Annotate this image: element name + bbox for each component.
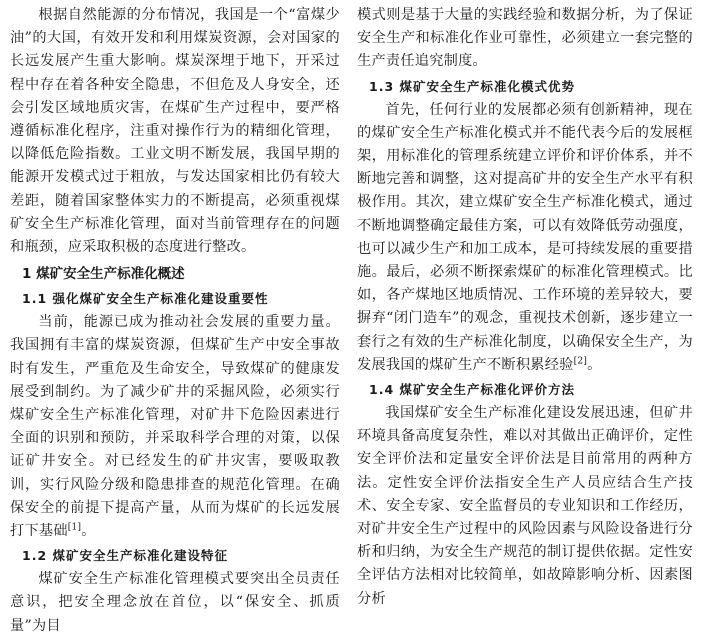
section-1-3-text: 首先，任何行业的发展都必须有创新精神，现在的煤矿安全生产标准化模式并不能代表今后的发展框架，用标准化的管理系统建立评价和评价体系，并不断地完善和调整，这对提高矿井的安全生产水平有积极作用。其次，建立煤矿安全生产标准化模式，通过不断地调整确定最佳方案，可以有效降低劳动强度，也可以减少生产和加工成本，是可持续发展的重要措施。最后，必须不断探索煤矿的标准化管理模式。比如，各产煤地区地质情况、工作环境的差异较大，要摒弃“闭门造车”的观念，重视技术创新，逐步建立一套行之有效的生产标准化制度，以确保安全生产，为发展我国的煤矿生产不断积累经验 (357, 101, 693, 373)
section-1-4-paragraph: 我国煤矿安全生产标准化建设发展迅速，但矿井环境具备高度复杂性，难以对其做出正确评价，定性安全评价法和定量安全评价法是目前常用的两种方法。定性安全评价法指安全生产人员应结合生产技术、安全专家、安全监督员的专业知识和工作经历，对矿井安全生产过程中的风险因素与风险设备进行分析和归纳，为安全生产规范的制订提供依据。定性安全评估方法相对比较简单，如故障影响分析、因素图分析 (357, 405, 693, 607)
section-1-1-text: 当前，能源已成为推动社会发展的重要力量。我国拥有丰富的煤炭资源，但煤矿生产中安全事故时有发生，严重危及生命安全，导致煤矿的健康发展受到制约。为了减少矿井的采掘风险，必须实行煤矿安全生产标准化管理，对矿井下危险因素进行全面的识别和预防，并采取科学合理的对策，以保证矿井安全。对已经发生的矿井灾害，要吸取教训，实行风险分级和隐患排查的规范化管理。在确保安全的前提下提高产量，从而为煤矿的长远发展打下基础 (10, 314, 340, 540)
section-1-heading: 1 煤矿安全生产标准化概述 (22, 266, 185, 283)
section-1-1-end: 。 (81, 523, 96, 540)
right-column (357, 4, 693, 611)
citation-2: [2] (573, 356, 588, 367)
section-1-3-heading: 1.3 煤矿安全生产标准化模式优势 (369, 78, 575, 94)
section-1-3-paragraph (357, 99, 693, 377)
intro-paragraph: 根据自然能源的分布情况，我国是一个“富煤少油”的大国，有效开发和利用煤炭资源，会对国家的长远发展产生重大影响。煤炭深埋于地下，开采过程中存在着各种安全隐患，不但危及人身安全，还会引发区域地质灾害，在煤矿生产过程中，要严格遵循标准化程序，注重对操作行为的精细化管理，以降低危险指数。工业文明不断发展，我国早期的能源开发模式过于粗放，与发达国家相比仍有较大差距，随着国家整体实力的不断提高，必须重视煤矿安全生产标准化管理，面对当前管理存在的问题和瓶颈，应采取积极的态度进行整改。 (10, 7, 340, 256)
section-1-3-end: 。 (587, 356, 602, 373)
section-1-2-heading: 1.2 煤矿安全生产标准化建设特征 (22, 548, 228, 564)
section-1-2-continued-paragraph: 模式则是基于大量的实践经验和数据分析，为了保证安全生产和标准化作业可靠性，必须建立一套完整的生产责任追究制度。 (357, 7, 693, 70)
section-1-1-heading: 1.1 强化煤矿安全生产标准化建设重要性 (22, 291, 269, 307)
section-1-4-heading: 1.4 煤矿安全生产标准化评价方法 (369, 382, 575, 398)
left-column (10, 4, 340, 638)
section-1-1-paragraph (10, 311, 340, 543)
section-1-2-paragraph: 煤矿安全生产标准化管理模式要突出全员责任意识，把安全理念放在首位，以“保安全、抓质量”为目 (10, 571, 340, 634)
citation-1: [1] (67, 522, 82, 533)
